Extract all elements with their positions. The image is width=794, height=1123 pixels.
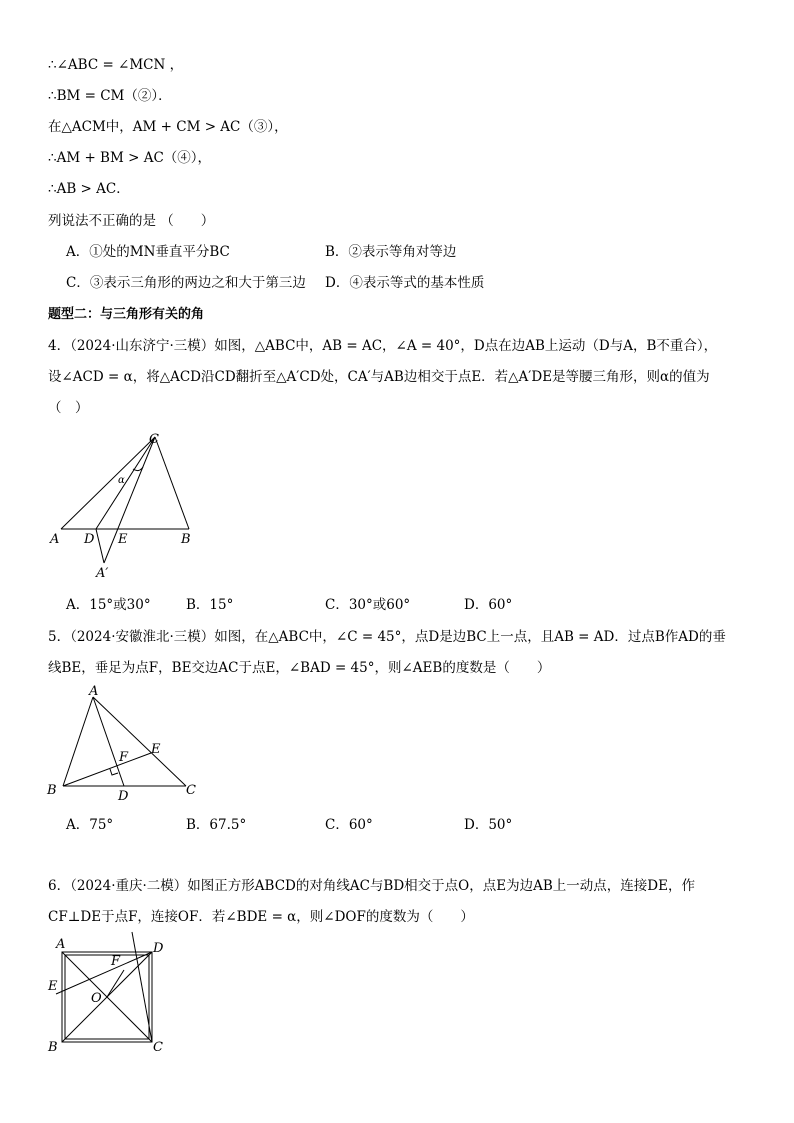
- q6-label-a: A: [56, 937, 66, 952]
- q4-segment-cd: [96, 437, 155, 529]
- q5-label-b: B: [47, 783, 57, 798]
- q4-line-2: 设∠ACD = α，将△ACD沿CD翻折至△A′CD处，CA′与AB边相交于点E．若△A′DE是等腰三角形，则α的值为: [48, 369, 710, 385]
- q5-segment-be: [63, 753, 151, 786]
- q4-segment-cb: [155, 437, 189, 529]
- q4-figure: [40, 425, 220, 585]
- q4-segment-da2: [96, 529, 104, 563]
- q4-label-e: E: [118, 532, 128, 547]
- q5-figure: [40, 680, 210, 805]
- q4-label-c: C: [149, 432, 159, 447]
- q4-option-b: B．15°: [186, 597, 234, 613]
- q4-label-alpha: α: [118, 475, 125, 486]
- q6-label-f: F: [111, 954, 121, 969]
- q5-option-c: C．60°: [325, 817, 373, 833]
- q4-segment-ac: [61, 437, 155, 529]
- q5-option-d: D．50°: [464, 817, 513, 833]
- q5-option-a: A．75°: [66, 817, 114, 833]
- q3-option-c: C．③表示三角形的两边之和大于第三边: [66, 275, 306, 291]
- q4-option-a: A．15°或30°: [66, 597, 151, 613]
- q4-label-a-prime: A′: [96, 566, 109, 581]
- q5-line-1: 5．（2024·安徽淮北·三模）如图，在△ABC中，∠C = 45°，点D是边BC上一点，且AB = AD．过点B作AD的垂: [48, 629, 726, 645]
- q6-label-e: E: [48, 979, 58, 994]
- q6-line-2: CF⊥DE于点F，连接OF．若∠BDE = α，则∠DOF的度数为（ ）: [48, 909, 474, 925]
- q6-line-1: 6．（2024·重庆·二模）如图正方形ABCD的对角线AC与BD相交于点O，点E为边AB上一动点，连接DE，作: [48, 878, 695, 894]
- q5-label-d: D: [118, 789, 129, 804]
- q5-segment-ab: [63, 697, 93, 786]
- q4-line-1: 4．（2024·山东济宁·三模）如图，△ABC中，AB = AC，∠A = 40°，D点在边AB上运动（D与A，B不重合），: [48, 338, 718, 354]
- section-title: 题型二：与三角形有关的角: [48, 307, 205, 322]
- q6-label-o: O: [91, 991, 102, 1006]
- q3-option-b: B．②表示等角对等边: [325, 244, 457, 260]
- q5-label-a: A: [89, 684, 99, 699]
- proof-line-3: 在△ACM中，AM + CM > AC（③），: [48, 119, 288, 135]
- proof-line-5: ∴AB > AC．: [48, 181, 130, 197]
- q6-label-c: C: [153, 1040, 163, 1055]
- proof-line-4: ∴AM + BM > AC（④），: [48, 150, 212, 166]
- q5-line-2: 线BE，垂足为点F，BE交边AC于点E，∠BAD = 45°，则∠AEB的度数是（ ）: [48, 660, 551, 676]
- q6-label-d: D: [153, 941, 164, 956]
- q5-segment-ac: [93, 697, 186, 786]
- q4-label-a: A: [50, 532, 60, 547]
- q5-label-e: E: [151, 742, 161, 757]
- q5-label-f: F: [119, 750, 129, 765]
- q6-label-b: B: [48, 1040, 58, 1055]
- proof-line-1: ∴∠ABC = ∠MCN ，: [48, 57, 184, 73]
- q4-segment-ca2: [104, 437, 155, 563]
- q4-label-b: B: [181, 532, 191, 547]
- q6-figure: [40, 930, 180, 1060]
- q6-segment-of: [107, 970, 124, 997]
- q3-option-a: A．①处的MN垂直平分BC: [66, 244, 230, 260]
- q5-label-c: C: [186, 783, 196, 798]
- q6-segment-de: [56, 952, 152, 994]
- q3-option-d: D．④表示等式的基本性质: [325, 275, 485, 291]
- q4-option-c: C．30°或60°: [325, 597, 411, 613]
- q3-stem: 列说法不正确的是 （ ）: [48, 213, 215, 229]
- q4-label-d: D: [84, 532, 95, 547]
- q4-option-d: D．60°: [464, 597, 513, 613]
- q5-right-angle-mark: [110, 769, 118, 775]
- q4-line-3: （ ）: [48, 400, 89, 416]
- proof-line-2: ∴BM = CM（②）．: [48, 88, 172, 104]
- q5-option-b: B．67.5°: [186, 817, 247, 833]
